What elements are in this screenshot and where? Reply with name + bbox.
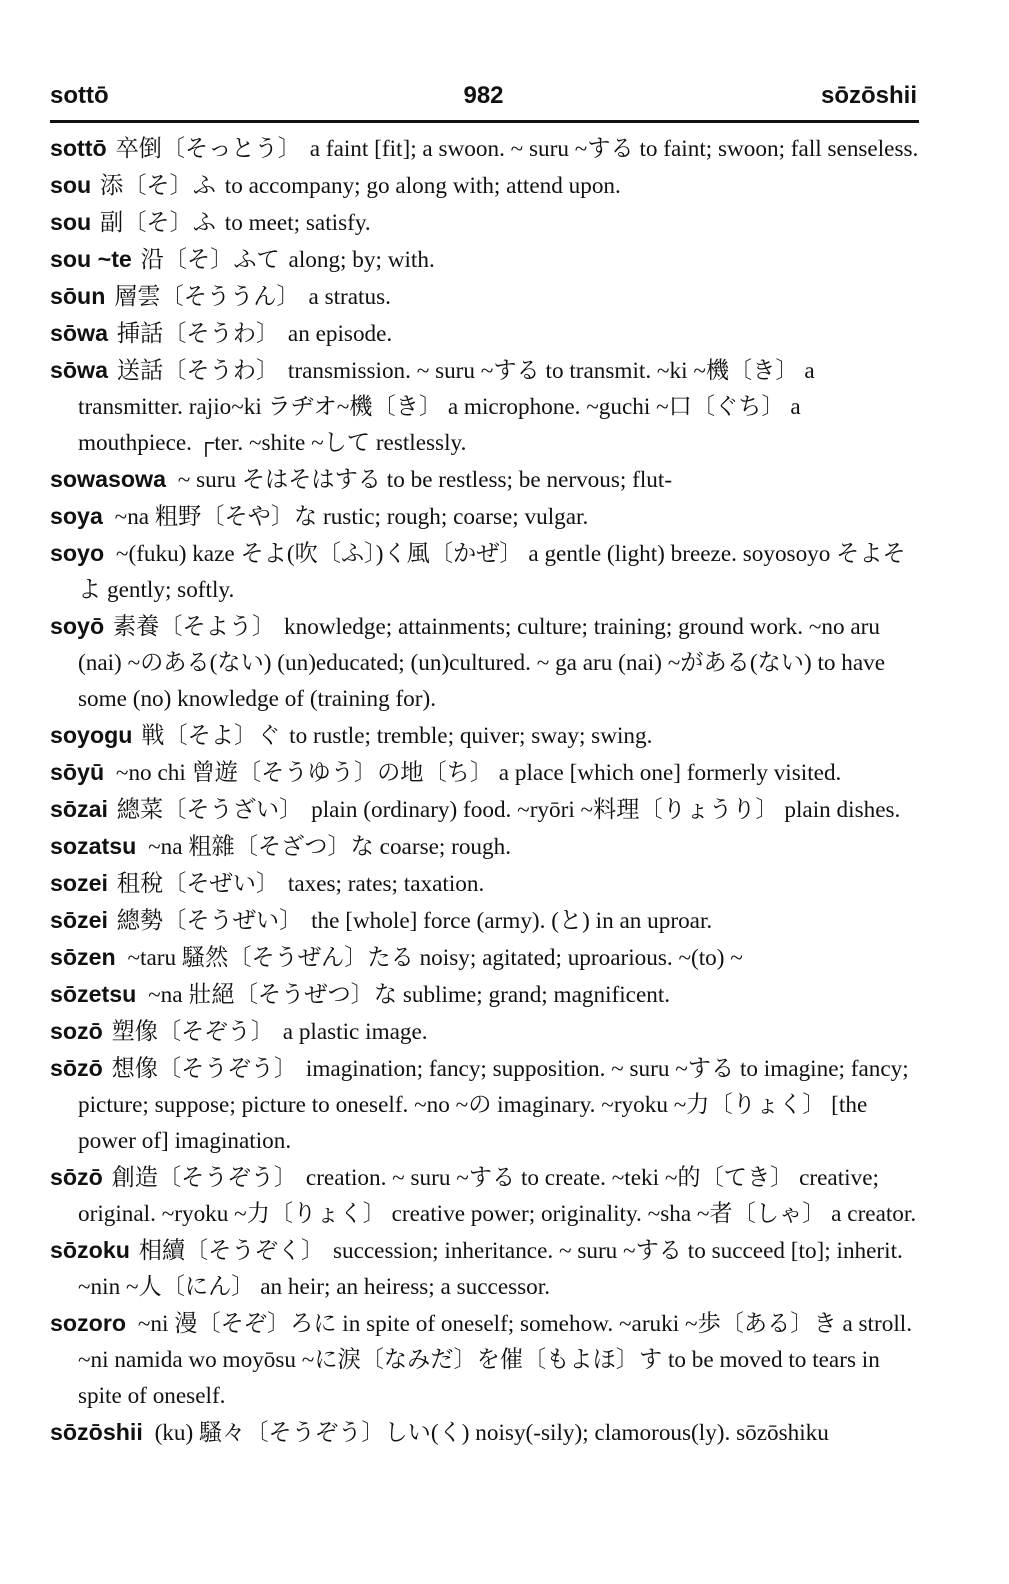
dictionary-entry	[50, 717, 919, 754]
entry-definition: ~taru 騷然〔そうぜん〕たる noisy; agitated; uproarious. ~(to) ~	[127, 945, 743, 971]
entry-definition: (ku) 騷々〔そうぞう〕しい(く) noisy(-sily); clamorous(ly). sōzōshiku	[154, 1420, 829, 1446]
entry-japanese: 租稅〔そぜい〕	[116, 871, 280, 897]
entry-headword: sozei	[50, 870, 108, 896]
entry-definition: creation. ~ suru ~する to create. ~teki ~的〔てき〕 creative; original. ~ryoku ~力〔りょく〕 creative power; originality. ~sha ~者〔しゃ〕 a creator.	[78, 1165, 917, 1227]
dictionary-entry	[50, 1305, 919, 1414]
dictionary-entry	[50, 976, 919, 1013]
dictionary-entry	[50, 278, 919, 315]
dictionary-entry	[50, 352, 919, 461]
entry-definition: to accompany; go along with; attend upon.	[224, 173, 621, 199]
dictionary-entry	[50, 608, 919, 717]
entry-headword: sou	[50, 172, 92, 198]
entry-definition: to meet; satisfy.	[224, 210, 371, 236]
entry-headword: soyo	[50, 540, 105, 566]
entry-definition: plain (ordinary) food. ~ryōri ~料理〔りょうり〕 plain dishes.	[311, 797, 901, 823]
entry-japanese: 送話〔そうわ〕	[116, 358, 280, 384]
dictionary-entry	[50, 939, 919, 976]
entry-japanese: 相續〔そうぞく〕	[138, 1238, 325, 1264]
entry-definition: ~no chi 曾遊〔そうゆう〕の地〔ち〕 a place [which one] formerly visited.	[115, 760, 842, 786]
entry-definition: a faint [fit]; a swoon. ~ suru ~する to faint; swoon; fall senseless.	[309, 136, 919, 162]
dictionary-entry	[50, 791, 919, 828]
entry-definition: along; by; with.	[288, 247, 435, 273]
entry-japanese: 素養〔そよう〕	[112, 614, 276, 640]
entry-definition: ~na 粗野〔そや〕な rustic; rough; coarse; vulgar.	[114, 504, 589, 530]
entry-japanese: 戦〔そよ〕ぐ	[141, 723, 281, 749]
entry-definition: knowledge; attainments; culture; training; ground work. ~no aru (nai) ~のある(ない) (un)educated; (un)cultured. ~ ga aru (nai) ~がある(ない) to have some (no) knowledge of (training for).	[78, 614, 886, 712]
header-left-guideword: sottō	[50, 82, 109, 109]
entry-japanese: 副〔そ〕ふ	[100, 210, 216, 236]
entry-headword: sōun	[50, 283, 106, 309]
entry-japanese: 沿〔そ〕ふて	[140, 247, 280, 273]
entry-headword: sōzōshii	[50, 1419, 143, 1445]
entry-definition: ~na 壯絕〔そうぜつ〕な sublime; grand; magnificent.	[148, 982, 671, 1008]
entry-definition: the [whole] force (army). (と) in an uproar.	[311, 908, 713, 934]
entry-headword: soya	[50, 503, 103, 529]
page-number: 982	[463, 82, 504, 109]
entry-headword: sozō	[50, 1018, 103, 1044]
entry-headword: sozatsu	[50, 833, 137, 859]
entry-definition: imagination; fancy; supposition. ~ suru ~する to imagine; fancy; picture; suppose; picture to oneself. ~no ~の imaginary. ~ryoku ~力〔りょく〕 [the power of] imagination.	[78, 1056, 909, 1154]
entry-japanese: 創造〔そうぞう〕	[111, 1165, 298, 1191]
entry-definition: transmission. ~ suru ~する to transmit. ~ki ~機〔き〕 a transmitter. rajio~ki ラヂオ~機〔き〕 a microphone. ~guchi ~口〔ぐち〕 a mouthpiece. ┌ter. ~shite ~して restlessly.	[78, 358, 815, 456]
header-right-guideword: sōzōshii	[820, 82, 917, 109]
entry-japanese: 塑像〔そぞう〕	[111, 1019, 274, 1045]
dictionary-entry	[50, 535, 919, 608]
entry-definition: a stratus.	[308, 284, 391, 310]
entry-definition: succession; inheritance. ~ suru ~する to succeed [to]; inherit. ~nin ~人〔にん〕 an heir; an heiress; a successor.	[78, 1238, 903, 1300]
dictionary-entry	[50, 1013, 919, 1050]
entry-headword: sowasowa	[50, 466, 166, 492]
dictionary-entry	[50, 1050, 919, 1159]
entry-japanese: 挿話〔そうわ〕	[116, 321, 280, 347]
entry-headword: sōzetsu	[50, 981, 137, 1007]
dictionary-entry	[50, 167, 919, 204]
entry-definition: ~ suru そはそはする to be restless; be nervous; flut-	[177, 467, 673, 493]
entry-japanese: 層雲〔そううん〕	[114, 284, 300, 310]
dictionary-entry	[50, 1159, 919, 1232]
entry-headword: sou ~te	[50, 246, 132, 272]
page-header	[50, 76, 917, 110]
entry-japanese: 卒倒〔そっとう〕	[115, 136, 301, 162]
dictionary-entry	[50, 461, 919, 498]
dictionary-entry	[50, 130, 919, 167]
dictionary-entry	[50, 902, 919, 939]
entry-headword: sōzai	[50, 796, 108, 822]
entry-japanese: 想像〔そうぞう〕	[111, 1056, 298, 1082]
dictionary-entry	[50, 754, 919, 791]
entry-headword: sōzoku	[50, 1237, 130, 1263]
entry-headword: sottō	[50, 135, 107, 161]
dictionary-entry	[50, 241, 919, 278]
entry-headword: sozoro	[50, 1310, 127, 1336]
entry-headword: sōzen	[50, 944, 116, 970]
entry-japanese: 總菜〔そうざい〕	[116, 797, 303, 823]
dictionary-entry	[50, 1232, 919, 1305]
entry-definition: ~na 粗雜〔そざつ〕な coarse; rough.	[148, 834, 512, 860]
entry-headword: soyogu	[50, 722, 133, 748]
entry-headword: soyō	[50, 613, 105, 639]
dictionary-entry	[50, 1414, 919, 1451]
header-rule	[50, 120, 919, 123]
entry-definition: an episode.	[287, 321, 393, 347]
entry-definition: taxes; rates; taxation.	[287, 871, 485, 897]
entry-headword: sōwa	[50, 357, 108, 383]
entry-list	[50, 130, 919, 1451]
entry-headword: sōwa	[50, 320, 108, 346]
entry-headword: sōzō	[50, 1164, 103, 1190]
entry-definition: ~(fuku) kaze そよ(吹〔ふ〕)く風〔かぜ〕 a gentle (light) breeze. soyosoyo そよそよ gently; softly.	[78, 541, 906, 603]
entry-headword: sōzei	[50, 907, 108, 933]
entry-headword: sou	[50, 209, 92, 235]
entry-definition: to rustle; tremble; quiver; sway; swing.	[289, 723, 653, 749]
dictionary-entry	[50, 828, 919, 865]
entry-headword: sōyū	[50, 759, 105, 785]
entry-japanese: 添〔そ〕ふ	[100, 173, 216, 199]
dictionary-entry	[50, 865, 919, 902]
entry-definition: ~ni 漫〔そぞ〕ろに in spite of oneself; somehow. ~aruki ~歩〔ある〕き a stroll. ~ni namida wo moyōsu ~に淚〔なみだ〕を催〔もよほ〕す to be moved to tears in spite of oneself.	[78, 1311, 912, 1409]
entry-japanese: 總勢〔そうぜい〕	[116, 908, 303, 934]
entry-headword: sōzō	[50, 1055, 103, 1081]
entry-definition: a plastic image.	[282, 1019, 428, 1045]
dictionary-entry	[50, 315, 919, 352]
dictionary-entry	[50, 204, 919, 241]
dictionary-entry	[50, 498, 919, 535]
